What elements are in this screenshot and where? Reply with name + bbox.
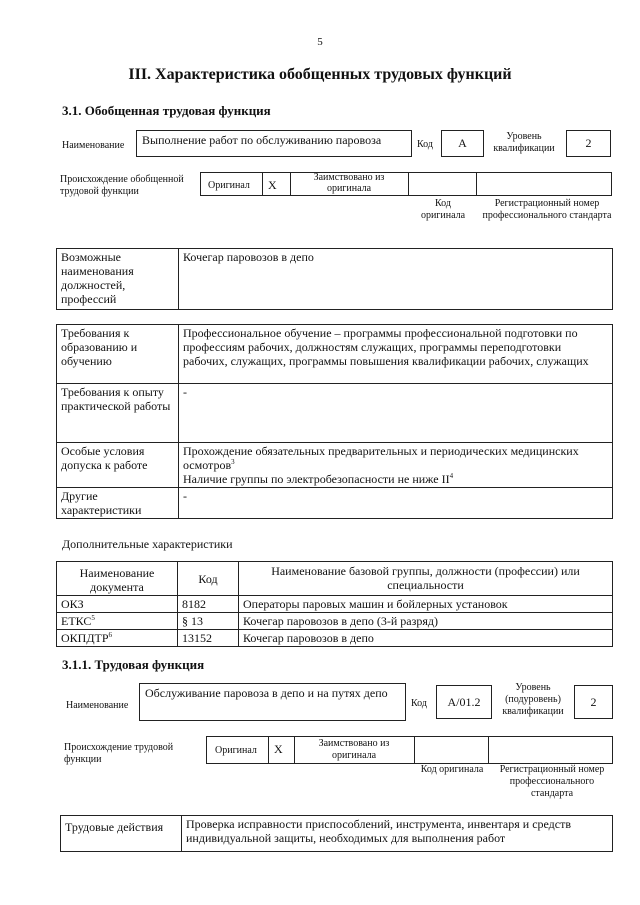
footnote-3: 3 bbox=[231, 458, 235, 466]
tf-name-value: Обслуживание паровоза в депо и на путях депо bbox=[139, 683, 406, 721]
gtf-original-mark: X bbox=[268, 178, 277, 192]
col-code-header: Код bbox=[178, 562, 239, 596]
col-doc-header: Наименование документа bbox=[57, 562, 178, 596]
req-experience-label: Требования к опыту практической работы bbox=[57, 384, 179, 443]
req-education-label: Требования к образованию и обучению bbox=[57, 325, 179, 384]
row-doc: ОКПДТР$^6$ bbox=[57, 630, 178, 647]
actions-value: Проверка исправности приспособлений, инструмента, инвентаря и средств индивидуальной защиты, необходимых для выполнения работ bbox=[182, 816, 613, 852]
actions-label: Трудовые действия bbox=[61, 816, 182, 852]
gtf-reg-number-label: Регистрационный номер профессионального стандарта bbox=[482, 198, 612, 221]
footnote-4: 4 bbox=[449, 472, 454, 480]
gtf-origin-label: Происхождение обобщенной трудовой функции bbox=[60, 174, 184, 197]
tf-name-label: Наименование bbox=[66, 700, 129, 711]
row-doc: ЕТКС$^5$ bbox=[57, 613, 178, 630]
gtf-code-value: A bbox=[441, 130, 484, 157]
gtf-code-label: Код bbox=[417, 139, 433, 150]
tf-level-value: 2 bbox=[574, 685, 613, 719]
tf-original-label: Оригинал bbox=[215, 745, 257, 756]
row-name: Операторы паровых машин и бойлерных установок bbox=[239, 596, 613, 613]
gtf-original-label: Оригинал bbox=[208, 180, 250, 191]
req-conditions-line-1: Прохождение обязательных предварительных и периодических медицинских осмотров bbox=[183, 444, 579, 472]
additional-heading: Дополнительные характеристики bbox=[62, 537, 233, 551]
row-code: 8182 bbox=[178, 596, 239, 613]
req-education-value: Профессиональное обучение – программы профессиональной подготовки по профессиям рабочих, должностям служащих, программы переподготовки рабочих, служащих, программы повышения квалификации рабочих, служащих bbox=[179, 325, 613, 384]
table-row bbox=[57, 613, 613, 630]
gtf-level-label: Уровень квалификации bbox=[493, 131, 555, 154]
req-conditions-line-2: Наличие группы по электробезопасности не ниже II bbox=[183, 472, 450, 486]
req-conditions-value bbox=[179, 443, 613, 488]
tf-orig-code-label: Код оригинала bbox=[420, 764, 484, 775]
gtf-name-label: Наименование bbox=[62, 140, 125, 151]
actions-table bbox=[60, 815, 613, 852]
tf-code-label: Код bbox=[411, 698, 427, 709]
tf-original-mark: X bbox=[274, 742, 283, 756]
tf-heading: 3.1.1. Трудовая функция bbox=[62, 657, 205, 672]
row-code: 13152 bbox=[178, 630, 239, 647]
req-other-value: - bbox=[179, 488, 613, 519]
additional-table bbox=[56, 561, 613, 647]
tf-level-label: Уровень (подуровень) квалификации bbox=[502, 682, 564, 717]
col-name-header: Наименование базовой группы, должности (профессии) или специальности bbox=[239, 562, 613, 596]
positions-label: Возможные наименования должностей, профессий bbox=[57, 249, 179, 310]
tf-borrowed-label: Заимствовано из оригинала bbox=[318, 738, 390, 761]
table-row bbox=[57, 630, 613, 647]
gtf-name-value: Выполнение работ по обслуживанию паровоза bbox=[136, 130, 412, 157]
row-name: Кочегар паровозов в депо bbox=[239, 630, 613, 647]
requirements-table bbox=[56, 324, 613, 519]
req-conditions-label: Особые условия допуска к работе bbox=[57, 443, 179, 488]
table-row bbox=[57, 596, 613, 613]
gtf-orig-code-label: Код оригинала bbox=[420, 198, 466, 221]
tf-reg-number-label: Регистрационный номер профессионального стандарта bbox=[499, 764, 605, 799]
footnote-5: 5 bbox=[91, 614, 95, 622]
gtf-borrowed-label: Заимствовано из оригинала bbox=[313, 172, 385, 194]
req-experience-value: - bbox=[179, 384, 613, 443]
tf-code-value: A/01.2 bbox=[436, 685, 492, 719]
row-doc: ОКЗ bbox=[57, 596, 178, 613]
row-code: § 13 bbox=[178, 613, 239, 630]
section-title: III. Характеристика обобщенных трудовых функций bbox=[128, 66, 512, 83]
positions-table bbox=[56, 248, 613, 310]
gtf-heading: 3.1. Обобщенная трудовая функция bbox=[62, 103, 271, 118]
tf-origin-label: Происхождение трудовой функции bbox=[64, 742, 174, 765]
row-name: Кочегар паровозов в депо (3-й разряд) bbox=[239, 613, 613, 630]
req-other-label: Другие характеристики bbox=[57, 488, 179, 519]
positions-value: Кочегар паровозов в депо bbox=[179, 249, 613, 310]
page-number: 5 bbox=[317, 36, 323, 48]
gtf-level-value: 2 bbox=[566, 130, 611, 157]
footnote-6: 6 bbox=[108, 631, 113, 639]
